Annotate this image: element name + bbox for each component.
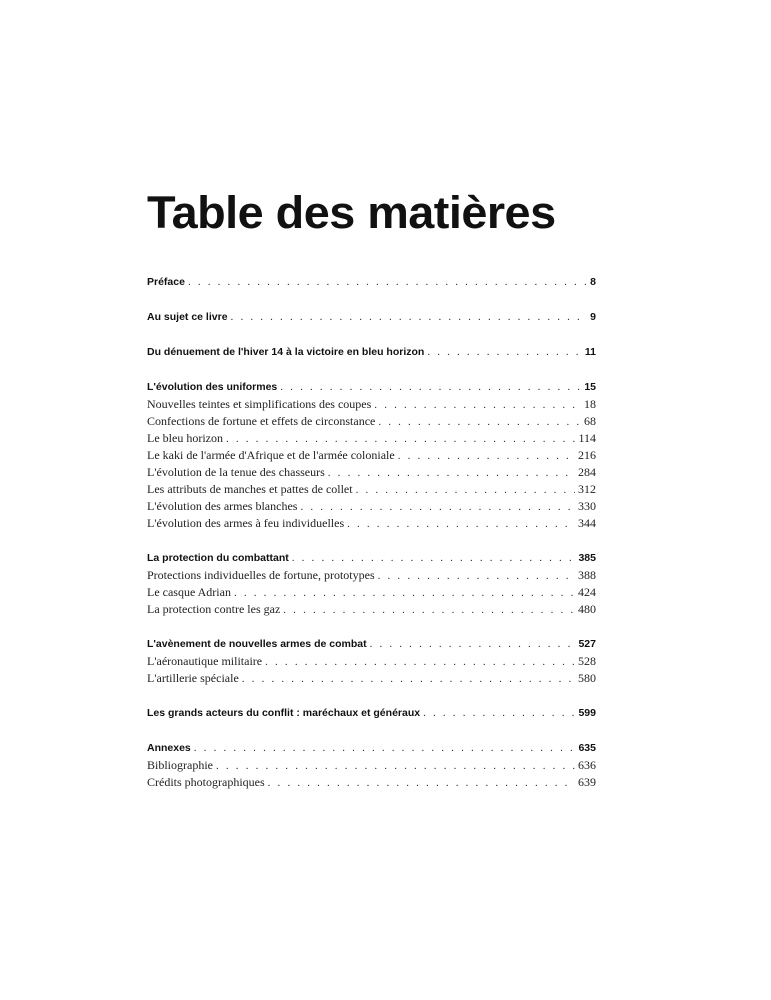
sub-entry-title: Confections de fortune et effets de circonstance [147,414,376,428]
sub-entry [147,757,596,774]
sub-entry-page-number: 388 [578,568,596,582]
sub-entry-title: Le kaki de l'armée d'Afrique et de l'armée coloniale [147,448,395,462]
sub-entry [147,774,596,791]
sub-entry [147,413,596,430]
chapter-entry [147,550,596,567]
sub-entry-page-number: 424 [578,585,596,599]
toc-section [147,636,596,687]
chapter-entry-page-number: 9 [590,311,596,323]
chapter-entry-title: Au sujet ce livre [147,311,228,323]
sub-entry-title: Nouvelles teintes et simplifications des coupes [147,397,372,411]
sub-entry [147,396,596,413]
sub-entry [147,498,596,515]
sub-entry-title: Le bleu horizon [147,431,223,445]
dot-leader [398,448,575,464]
dot-leader [280,379,581,396]
chapter-entry [147,740,596,757]
chapter-entry [147,274,596,291]
chapter-entry-title: L'évolution des uniformes [147,381,278,393]
chapter-entry [147,705,596,722]
chapter-entry-page-number: 8 [590,276,596,288]
chapter-entry-title: Annexes [147,742,191,754]
chapter-entry-title: Du dénuement de l'hiver 14 à la victoire en bleu horizon [147,346,425,358]
chapter-entry-title: Les grands acteurs du conflit : maréchaux et généraux [147,707,421,719]
dot-leader [265,654,575,670]
chapter-entry [147,636,596,653]
sub-entry-page-number: 330 [578,499,596,513]
dot-leader [231,309,588,326]
sub-entry-page-number: 284 [578,465,596,479]
dot-leader [188,274,587,291]
chapter-entry [147,379,596,396]
sub-entry-page-number: 216 [578,448,596,462]
dot-leader [356,482,575,498]
sub-entry-title: L'évolution des armes blanches [147,499,298,513]
dot-leader [226,431,575,447]
sub-entry-page-number: 636 [578,758,596,772]
toc-section [147,274,596,291]
sub-entry-title: La protection contre les gaz [147,602,281,616]
dot-leader [242,671,575,687]
sub-entry-page-number: 18 [584,397,596,411]
sub-entry [147,515,596,532]
dot-leader [347,516,575,532]
sub-entry-page-number: 480 [578,602,596,616]
toc-section [147,344,596,361]
sub-entry-title: Le casque Adrian [147,585,231,599]
toc-section [147,379,596,532]
dot-leader [300,499,575,515]
chapter-entry-page-number: 15 [584,381,596,393]
toc-section [147,309,596,326]
chapter-entry-page-number: 599 [578,707,596,719]
sub-entry [147,447,596,464]
sub-entry-title: L'évolution de la tenue des chasseurs [147,465,325,479]
sub-entry-page-number: 312 [578,482,596,496]
dot-leader [283,602,575,618]
dot-leader [268,775,575,791]
sub-entry-title: Bibliographie [147,758,213,772]
sub-entry-title: Les attributs de manches et pattes de collet [147,482,353,496]
sub-entry-title: L'évolution des armes à feu individuelles [147,516,345,530]
chapter-entry-title: Préface [147,276,185,288]
chapter-entry-page-number: 527 [578,638,596,650]
sub-entry [147,430,596,447]
sub-entry-title: L'aéronautique militaire [147,654,263,668]
page-title: Table des matières [147,187,556,238]
toc-section [147,705,596,722]
chapter-entry-page-number: 635 [578,742,596,754]
sub-entry-page-number: 528 [578,654,596,668]
table-of-contents [147,274,596,809]
toc-section [147,740,596,791]
dot-leader [194,740,576,757]
chapter-entry-title: La protection du combattant [147,552,289,564]
dot-leader [216,758,575,774]
sub-entry [147,670,596,687]
dot-leader [427,344,582,361]
sub-entry-page-number: 639 [578,775,596,789]
chapter-entry-title: L'avènement de nouvelles armes de combat [147,638,367,650]
dot-leader [374,397,581,413]
sub-entry [147,601,596,618]
dot-leader [234,585,575,601]
dot-leader [423,705,575,722]
dot-leader [370,636,576,653]
chapter-entry [147,309,596,326]
sub-entry [147,464,596,481]
dot-leader [378,414,581,430]
sub-entry [147,584,596,601]
chapter-entry-page-number: 385 [578,552,596,564]
sub-entry [147,567,596,584]
sub-entry-title: Crédits photographiques [147,775,265,789]
sub-entry [147,481,596,498]
sub-entry [147,653,596,670]
sub-entry-title: L'artillerie spéciale [147,671,239,685]
dot-leader [328,465,575,481]
chapter-entry-page-number: 11 [584,346,596,358]
sub-entry-page-number: 114 [578,431,596,445]
dot-leader [292,550,576,567]
sub-entry-title: Protections individuelles de fortune, prototypes [147,568,375,582]
chapter-entry [147,344,596,361]
sub-entry-page-number: 68 [584,414,596,428]
toc-section [147,550,596,618]
dot-leader [378,568,575,584]
sub-entry-page-number: 344 [578,516,596,530]
sub-entry-page-number: 580 [578,671,596,685]
